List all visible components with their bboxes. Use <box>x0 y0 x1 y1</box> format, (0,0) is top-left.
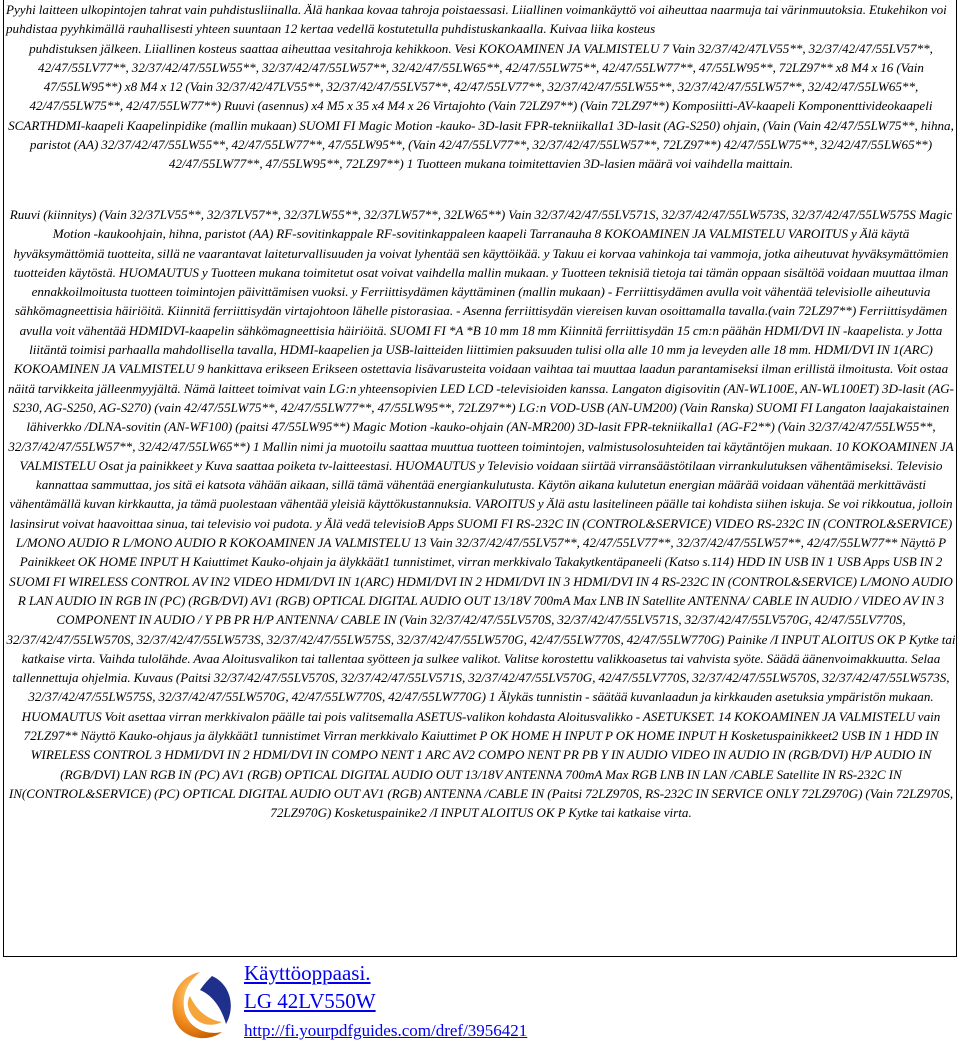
model-link[interactable]: LG 42LV550W <box>244 989 376 1013</box>
pdf-guides-logo-icon <box>160 966 240 1046</box>
footer <box>160 960 720 1055</box>
footer-links <box>244 960 527 1042</box>
paragraph-2: Ruuvi (kiinnitys) (Vain 32/37LV55**, 32/37LV57**, 32/37LW55**, 32/37LW57**, 32LW65**) Vain 32/37/42/47/55LV571S, 32/37/42/47/55LW573S, 32/37/42/47/55LW575S Magic Motion -kaukoohjain, hihna, paristot (AA) RF-sovitinkappale RF-sovitinkappaleen kaapeli Tarranauha 8 KOKOAMINEN JA VALMISTELU VAROITUS y Älä käytä hyväksymättömiä tuotteita, sillä ne vaarantavat laiteturvallisuuden ja voivat lyhentää sen käyttöikää. y Takuu ei korvaa vahinkoja tai vammoja, jotka aiheutuvat hyväksymättömien tuotteiden käytöstä. HUOMAUTUS y Tuotteen mukana toimitetut osat voivat vaihdella mallin mukaan. y Tuotteen teknisiä tietoja tai tämän oppaan sisältöä voidaan muuttaa ilman ennakkoilmoitusta tuotteen toimintojen päivittämisen vuoksi. y Ferriittisydämen käyttäminen (mallin mukaan) - Ferriittisydämen avulla voit vähentää televisiolle aiheutuvia sähkömagneettisia häiriöitä. Kiinnitä ferriittisydän virtajohtoon lähelle pistorasiaa. - Asenna ferriittisydän viereisen kuvan osoittamalla tavalla.(vain 72LZ97**) Ferriittisydämen avulla voit vähentää HDMIDVI-kaapelin sähkömagneettisia häiriöitä. SUOMI FI *A *B 10 mm 18 mm Kiinnitä ferriittisydän 15 cm:n päähän HDMI/DVI IN -kaapelista. y Jotta liitäntä toimisi parhaalla mahdollisella tavalla, HDMI-kaapelien ja USB-laitteiden liittimien paksuuden tulisi olla alle 10 mm ja leveyden alle 18 mm. HDMI/DVI IN 1(ARC) KOKOAMINEN JA VALMISTELU 9 hankittava erikseen Erikseen ostettavia lisävarusteita voidaan vaihtaa tai muuttaa laadun parantamiseksi ilman erillistä ilmoitusta. Voit ostaa näitä tarvikkeita jälleenmyyjältä. Nämä laitteet toimivat vain LG:n yhteensopivien LED LCD -televisioiden kanssa. Langaton digisovitin (AN-WL100E, AN-WL100ET) 3D-lasit (AG-S230, AG-S250, AG-S270) (vain 42/47/55LW75**, 42/47/55LW77**, 47/55LW95**, 72LZ97**) LG:n VOD-USB (AN-UM200) (Vain Ranska) SUOMI FI Langaton laajakaistainen lähiverkko /DLNA-sovitin (AN-WF100) (paitsi 47/55LW95**) Magic Motion -kauko-ohjain (AN-MR200) 3D-lasit FPR-tekniikalla1 (AG-F2**) (Vain 32/37/42/47/55LW55**, 32/37/42/47/55LW57**, 32/42/47/55LW65**) 1 Mallin nimi ja muotoilu saattaa muuttua tuotteen toimintojen, valmistusolosuhteiden tai käytäntöjen mukaan. 10 KOKOAMINEN JA VALMISTELU Osat ja painikkeet y Kuva saattaa poiketa tv-laitteestasi. HUOMAUTUS y Televisio voidaan siirtää virransäästötilaan virrankulutuksen vähentämiseksi. Televisio kannattaa sammuttaa, jos sitä ei katsota vähään aikaan, sillä tämä vähentää energiankulutusta. Käytön aikana kulutetun energian määrää voidaan vähentää merkittävästi vähentämällä kuvan kirkkautta, ja tämä puolestaan vähentää yleisiä käyttökustannuksia. VAROITUS y Älä astu lasitelineen päälle tai kohdista siihen iskuja. Se voi rikkoutua, jolloin lasinsirut voivat haavoittaa sinua, tai televisio voi pudota. y Älä vedä televisioB Apps SUOMI FI RS-232C IN (CONTROL&SERVICE) VIDEO RS-232C IN (CONTROL&SERVICE) L/MONO AUDIO R L/MONO AUDIO R KOKOAMINEN JA VALMISTELU 13 Vain 32/37/42/47/55LV57**, 42/47/55LV77**, 32/37/42/47/55LW57**, 42/47/55LW77** Näyttö P Painikkeet OK HOME INPUT H Kaiuttimet Kauko-ohjain ja älykkäät1 tunnistimet, virran merkkivalo Takakytkentäpaneeli (Katso s.114) HDD IN USB IN 1 USB Apps USB IN 2 SUOMI FI WIRELESS CONTROL AV IN2 VIDEO HDMI/DVI IN 1(ARC) HDMI/DVI IN 2 HDMI/DVI IN 3 HDMI/DVI IN 4 RS-232C IN (CONTROL&SERVICE) L/MONO AUDIO R LAN AUDIO IN RGB IN (PC) (RGB/DVI) AV1 (RGB) OPTICAL DIGITAL AUDIO OUT 13/18V 700mA Max LNB IN Satellite ANTENNA/ CABLE IN AUDIO / VIDEO AV IN 3 COMPONENT IN AUDIO / Y PB PR H/P ANTENNA/ CABLE IN (Vain 32/37/42/47/55LV570S, 32/37/42/47/55LV571S, 32/37/42/47/55LV570G, 42/47/55LV770S, 32/37/42/47/55LW570S, 32/37/42/47/55LW573S, 32/37/42/47/55LW575S, 32/37/42/47/55LW570G, 42/47/55LW770S, 42/47/55LW770G) Painike /I INPUT ALOITUS OK P Kytke tai katkaise virta. Vaihda tulolähde. Avaa Aloitusvalikon tai tallentaa syötteen ja sulkee valikot. Valitse korostettu valikkoasetus tai vahvista syöte. Säädä äänenvoimakkuutta. Selaa tallennettuja ohjelmia. Kuvaus (Paitsi 32/37/42/47/55LV570S, 32/37/42/47/55LV571S, 32/37/42/47/55LV570G, 42/47/55LV770S, 32/37/42/47/55LW570S, 32/37/42/47/55LW573S, 32/37/42/47/55LW575S, 32/37/42/47/55LW570G, 42/47/55LW770S, 42/47/55LW770G) 1 Älykäs tunnistin - säätää kuvanlaadun ja kirkkauden asetuksia ympäristön mukaan. HUOMAUTUS Voit asettaa virran merkkivalon päälle tai pois valitsemalla ASETUS-valikon kohdasta Aloitusvalikko - ASETUKSET. 14 KOKOAMINEN JA VALMISTELU vain 72LZ97** Näyttö Kauko-ohjaus ja älykkäät1 tunnistimet Virran merkkivalo Kaiuttimet P OK HOME H INPUT P OK HOME INPUT H Kosketuspainikkeet2 USB IN 1 HDD IN WIRELESS CONTROL 3 HDMI/DVI IN 2 HDMI/DVI IN COMPO NENT 1 ARC AV2 COMPO NENT PR PB Y IN AUDIO VIDEO IN AUDIO IN (RGB/DVI) H/P AUDIO IN (RGB/DVI) LAN RGB IN (PC) AV1 (RGB) OPTICAL DIGITAL AUDIO OUT 13/18V ANTENNA 700mA Max RGB LNB IN LAN /CABLE Satellite IN RS-232C IN IN(CONTROL&SERVICE) (PC) OPTICAL DIGITAL AUDIO OUT AV1 (RGB) ANTENNA /CABLE IN (Paitsi 72LZ970S, RS-232C IN SERVICE ONLY 72LZ970G) (Vain 72LZ970S, 72LZ970G) Kosketuspainike2 /I INPUT ALOITUS OK P Kytke tai katkaise virta. <box>6 207 956 821</box>
source-url-link[interactable]: http://fi.yourpdfguides.com/dref/3956421 <box>244 1021 528 1040</box>
paragraph-1-first-lines: Pyyhi laitteen ulkopintojen tahrat vain puhdistusliinalla. Älä hankaa kovaa tahroja poistaessasi. Liiallinen voimankäyttö voi aiheuttaa naarmuja tai värinmuutoksia. Etukehikon voi puhdistaa pyyhkimällä rauhallisesti yhteen suuntaan 12 kertaa vedellä kostutetulla puhdistuskankaalla. Kuivaa liika kosteus <box>6 2 947 37</box>
manual-title-link[interactable]: Käyttöoppaasi. <box>244 961 371 985</box>
paragraph-1 <box>4 0 958 174</box>
paragraph-1-body: puhdistuksen jälkeen. Liiallinen kosteus saattaa aiheuttaa vesitahroja kehikkoon. Vesi KOKOAMINEN JA VALMISTELU 7 Vain 32/37/42/47LV55**, 32/37/42/47/55LV57**, 42/47/55LV77**, 32/37/42/47/55LW55**, 32/37/42/47/55LW57**, 32/42/47/55LW65**, 42/47/55LW75**, 42/47/55LW77**, 47/55LW95**, 72LZ97** x8 M4 x 16 (Vain 47/55LW95**) x8 M4 x 12 (Vain 32/37/42/47LV55**, 32/37/42/47/55LV57**, 42/47/55LV77**, 32/37/42/47/55LW55**, 32/37/42/47/55LW57**, 32/42/47/55LW65**, 42/47/55LW75**, 42/47/55LW77**) Ruuvi (asennus) x4 M5 x 35 x4 M4 x 26 Virtajohto (Vain 72LZ97**) (Vain 72LZ97**) Komposiitti-AV-kaapeli Komponenttivideokaapeli SCARTHDMI-kaapeli Kaapelinpidike (mallin mukaan) SUOMI FI Magic Motion -kauko- 3D-lasit FPR-tekniikalla1 3D-lasit (AG-S250) ohjain, (Vain (Vain 42/47/55LW75**, hihna, paristot (AA) 32/37/42/47/55LW55**, 42/47/55LW77**, 47/55LW95**, (Vain 42/47/55LV77**, 32/37/42/47/55LW57**, 72LZ97**) 42/47/55LW75**, 32/42/47/55LW65**) 42/47/55LW77**, 47/55LW95**, 72LZ97**) 1 Tuotteen mukana toimitettavien 3D-lasien määrä voi vaihdella maittain. <box>8 40 954 172</box>
